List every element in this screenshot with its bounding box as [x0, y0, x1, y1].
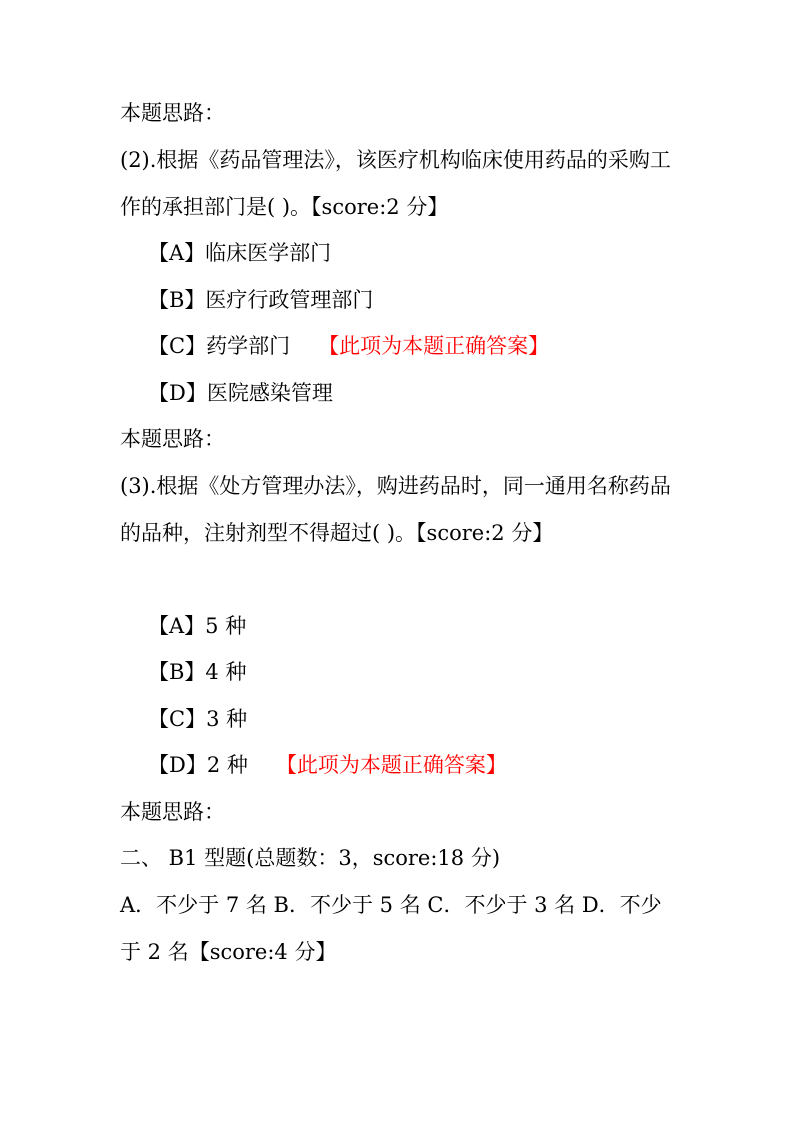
q2-thinking: 本题思路：: [120, 427, 225, 451]
q2-question: (2).根据《药品管理法》，该医疗机构临床使用药品的采购工作的承担部门是( )。【score:2 分】: [120, 148, 671, 219]
option-label: 【B】4 种: [148, 660, 247, 684]
q3-option-b: [148, 649, 246, 696]
option-label: 【A】临床医学部门: [148, 241, 332, 265]
option-label: 【D】医院感染管理: [148, 381, 333, 405]
option-label: 【C】药学部门: [148, 334, 291, 358]
section2-options: A．不少于 7 名 B．不少于 5 名 C．不少于 3 名 D．不少于 2 名【score:4 分】: [120, 893, 662, 964]
option-label: 【C】3 种: [148, 707, 248, 731]
q3-option-c: [148, 696, 247, 743]
q3-thinking: 本题思路：: [120, 800, 225, 824]
q2-option-a: [148, 230, 331, 277]
option-label: 【A】5 种: [148, 614, 247, 638]
section2-heading: 二、 B1 型题(总题数：3，score:18 分): [120, 846, 501, 870]
q2-option-c: [148, 323, 549, 370]
q2-option-d: [148, 370, 333, 417]
q1-thinking: 本题思路：: [120, 101, 225, 125]
correct-answer-marker: 【此项为本题正确答案】: [275, 753, 507, 777]
option-label: 【B】医疗行政管理部门: [148, 288, 374, 312]
q2-option-b: [148, 277, 373, 324]
correct-answer-marker: 【此项为本题正确答案】: [318, 334, 550, 358]
q3-question: (3).根据《处方管理办法》，购进药品时，同一通用名称药品的品种，注射剂型不得超过( )。【score:2 分】: [120, 474, 671, 545]
q3-option-a: [148, 603, 246, 650]
q3-option-d: [148, 742, 507, 789]
option-label: 【D】2 种: [148, 753, 248, 777]
